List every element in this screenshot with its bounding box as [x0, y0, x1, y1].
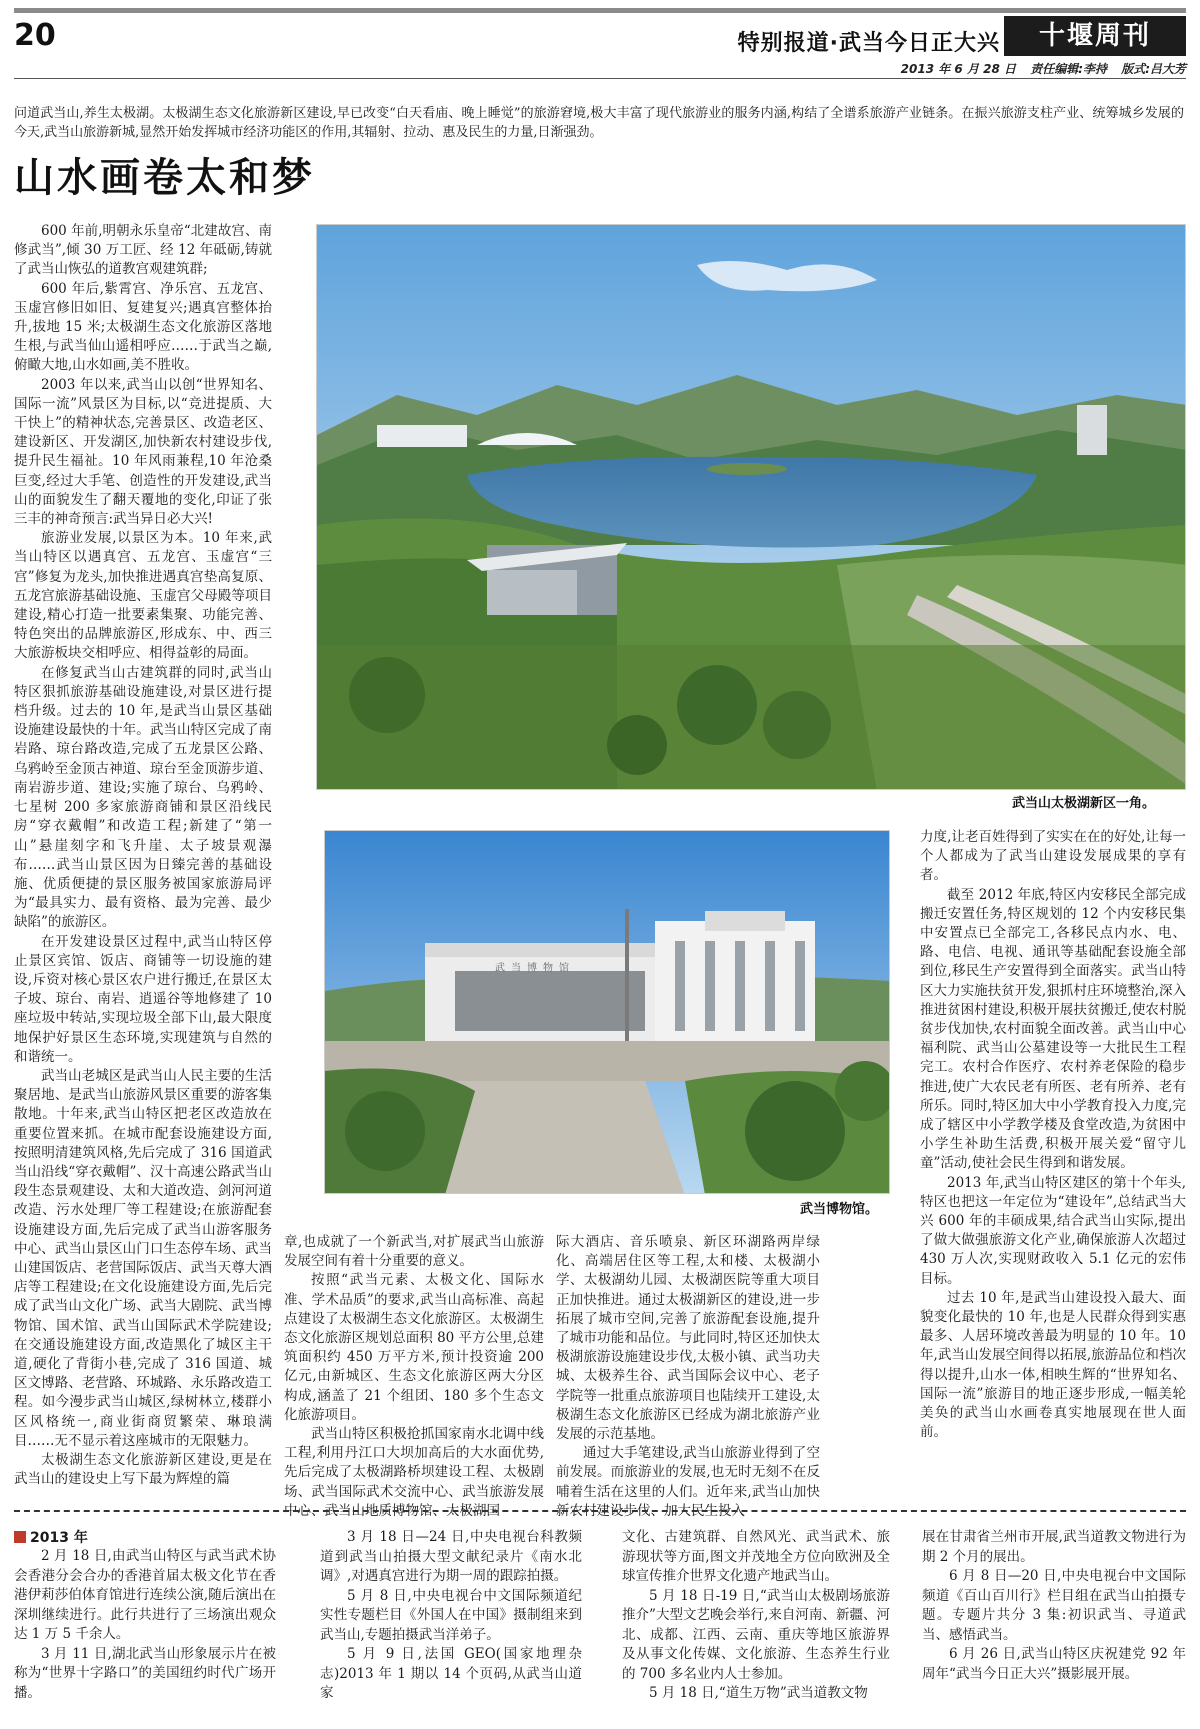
issue-date: 2013 年 6 月 28 日 — [900, 62, 1016, 76]
paragraph: 6 月 26 日,武当山特区庆祝建党 92 年周年“武当今日正大兴”摄影展开展。 — [922, 1646, 1186, 1682]
year-marker-square — [14, 1531, 26, 1543]
masthead: 十堰周刊 — [1004, 16, 1186, 56]
lake-photo-illustration — [317, 225, 1186, 790]
article-column-3 — [556, 1233, 820, 1519]
museum-sign: 武当博物馆 — [495, 963, 575, 974]
paragraph: 5 月 9 日,法国 GEO(国家地理杂志)2013 年 1 期以 14 个页码,从武当山道家 — [320, 1646, 582, 1701]
lake-photo — [316, 224, 1186, 790]
museum-photo-caption: 武当博物馆。 — [800, 1202, 879, 1217]
chronicle-column-2 — [320, 1528, 582, 1723]
museum-photo-illustration — [325, 831, 890, 1194]
paragraph: 6 月 8 日—20 日,中央电视台中文国际频道《百山百川行》栏目组在武当山拍摄专题。专题片共分 3 集:初识武当、寻道武当、感悟武当。 — [922, 1568, 1186, 1643]
layout-credit: 版式:吕大芳 — [1121, 62, 1186, 76]
headline: 山水画卷太和梦 — [14, 154, 315, 201]
paragraph: 旅游业发展,以景区为本。10 年来,武当山特区以遇真宫、五龙宫、玉虚宫“三宫”修复为龙头,加快推进遇真宫垫高复原、五龙宫旅游基础设施、玉虚宫父母殿等项目建设,精心打造一批要素集聚、功能完善、特色突出的品牌旅游区,形成东、中、西三大旅游板块交相呼应、相得益彰的局面。 — [14, 530, 272, 662]
paragraph: 600 年前,明朝永乐皇帝“北建故宫、南修武当”,倾 30 万工匠、经 12 年砥砺,铸就了武当山恢弘的道教宫观建筑群; — [14, 223, 272, 278]
paragraph: 武当山特区积极抢抓国家南水北调中线工程,利用丹江口大坝加高后的大水面优势,先后完成了太极湖路桥坝建设工程、太极剧场、武当国际武术交流中心、武当旅游发展中心、武当山地质博物馆、太极湖国 — [284, 1426, 544, 1519]
lake-photo-caption: 武当山太极湖新区一角。 — [1012, 796, 1156, 811]
paragraph: 章,也成就了一个新武当,对扩展武当山旅游发展空间有着十分重要的意义。 — [284, 1234, 544, 1270]
chronicle-column-1 — [14, 1547, 276, 1723]
paragraph: 太极湖生态文化旅游新区建设,更是在武当山的建设史上写下最为辉煌的篇 — [14, 1452, 272, 1488]
lead-paragraph: 问道武当山,养生太极湖。太极湖生态文化旅游新区建设,早已改变“白天看庙、晚上睡觉”的旅游窘境,极大丰富了现代旅游业的服务内涵,构结了全谱系旅游产业链条。在振兴旅游支柱产业、统筹城乡发展的今天,武当山旅游新城,显然开始发挥城市经济功能区的作用,其辐射、拉动、惠及民生的力量,日渐强劲。 — [14, 106, 1184, 140]
paragraph: 5 月 8 日,中央电视台中文国际频道纪实性专题栏目《外国人在中国》摄制组来到武当山,专题拍摄武当洋弟子。 — [320, 1587, 582, 1643]
chronicle-year: 2013 年 — [30, 1530, 88, 1546]
paragraph: 文化、古建筑群、自然风光、武当武术、旅游现状等方面,图文并茂地全方位向欧洲及全球宣传推介世界文化遗产地武当山。 — [622, 1529, 890, 1584]
chronicle-column-3 — [622, 1528, 890, 1723]
paragraph: 在修复武当山古建筑群的同时,武当山特区狠抓旅游基础设施建设,对景区进行提档升级。过去的 10 年,是武当山景区基础设施建设最快的十年。武当山特区完成了南岩路、琼台路改造,完成了五龙景区公路、乌鸦岭至金顶古神道、琼台至金顶游步道、南岩游步道、建设;实施了琼台、乌鸦岭、七星树 200 多家旅游商铺和景区沿线民房“穿衣戴帽”和改造工程;新建了“第一山”悬崖刻字和飞升崖、太子坡景观瀑布……武当山景区因为日臻完善的基础设施、优质便捷的景区服务被国家旅游局评为“最具实力、最有资格、最为完善、最少缺陷”的旅游区。 — [14, 664, 272, 931]
paragraph: 按照“武当元素、太极文化、国际水准、学术品质”的要求,武当山高标准、高起点建设了太极湖生态文化旅游区。太极湖生态文化旅游区规划总面积 80 平方公里,总建筑面积约 450 万平方米,预计投资逾 200 亿元,由新城区、生态文化旅游区两大分区构成,涵盖了 21 个组团、180 多个生态文化旅游项目。 — [284, 1272, 544, 1423]
header-rule — [14, 78, 1186, 79]
paragraph: 截至 2012 年底,特区内安移民全部完成搬迁安置任务,特区规划的 12 个内安移民集中安置点已全部完工,各移民点内水、电、路、电信、电视、通讯等基础配套设施全部到位,移民生产安置得到全面落实。武当山特区大力实施扶贫开发,狠抓村庄环境整治,深入推进贫困村建设,积极开展扶贫搬迁,使农村脱贫步伐加快,农村面貌全面改善。武当山中心福利院、武当山公墓建设等一大批民生工程完工。农村合作医疗、农村养老保险的稳步推进,使广大农民老有所医、老有所养、老有所乐。同时,特区加大中小学教育投入力度,完成了辖区中小学教学楼及食堂改造,为贫困中小学生补助生活费,积极开展关爱“留守儿童”活动,使社会民生得到和谐发展。 — [920, 886, 1186, 1172]
chronicle-column-4 — [922, 1528, 1186, 1723]
paragraph: 3 月 18 日—24 日,中央电视台科教频道到武当山拍摄大型文献纪录片《南水北调》,对遇真宫进行为期一周的跟踪拍摄。 — [320, 1529, 582, 1584]
paragraph: 力度,让老百姓得到了实实在在的好处,让每一个人都成为了武当山建设发展成果的享有者。 — [920, 829, 1186, 884]
chronicle-divider — [14, 1510, 1186, 1512]
top-rule — [14, 8, 1186, 13]
editor-credit: 责任编辑:李持 — [1030, 62, 1107, 76]
paragraph: 际大酒店、音乐喷泉、新区环湖路两岸绿化、高端居住区等工程,太和楼、太极湖小学、太极湖幼儿园、太极湖医院等重大项目正加快推进。通过太极湖新区的建设,进一步拓展了城市空间,完善了旅游配套设施,提升了城市功能和品位。与此同时,特区还加快太极湖旅游设施建设步伐,太极小镇、武当功夫城、太极养生谷、武当国际会议中心、老子学院等一批重点旅游项目也陆续开工建设,太极湖生态文化旅游区已经成为湖北旅游产业发展的示范基地。 — [556, 1234, 820, 1443]
paragraph: 2 月 18 日,由武当山特区与武当武术协会香港分会合办的香港首届太极文化节在香港伊莉莎伯体育馆进行连续公演,随后演出在深圳继续进行。此行共进行了三场演出观众达 1 万 5 千余人。 — [14, 1548, 276, 1642]
paragraph: 通过大手笔建设,武当山旅游业得到了空前发展。而旅游业的发展,也无时无刻不在反哺着生活在这里的人们。近年来,武当山加快新农村建设步伐、加大民生投入 — [556, 1445, 820, 1519]
paragraph: 3 月 11 日,湖北武当山形象展示片在被称为“世界十字路口”的美国纽约时代广场开播。 — [14, 1645, 276, 1701]
article-column-4 — [920, 828, 1186, 1494]
paragraph: 过去 10 年,是武当山建设投入最大、面貌变化最快的 10 年,也是人民群众得到实惠最多、人居环境改善最为明显的 10 年。10 年,武当山发展空间得以拓展,旅游品位和档次得以提升,山水一体,相映生辉的“世界知名、国际一流”旅游目的地正逐步形成,一幅美轮美奂的武当山水画卷真实地展现在世人面前。 — [920, 1289, 1186, 1441]
article-column-2 — [284, 1233, 544, 1519]
paragraph: 在开发建设景区过程中,武当山特区停止景区宾馆、饭店、商铺等一切设施的建设,斥资对核心景区农户进行搬迁,在景区太子坡、琼台、南岩、逍遥谷等地修建了 10 座垃圾中转站,实现垃圾全部下山,最大限度地保护好景区生态环境,实现建筑与自然的和谐统一。 — [14, 933, 272, 1065]
page-number: 20 — [14, 18, 56, 53]
paragraph: 600 年后,紫霄宫、净乐宫、五龙宫、玉虚宫修旧如旧、复建复兴;遇真宫整体抬升,拔地 15 米;太极湖生态文化旅游区落地生根,与武当仙山遥相呼应……于武当之巅,俯瞰大地,山水如画,美不胜收。 — [14, 280, 272, 374]
paragraph: 2003 年以来,武当山以创“世界知名、国际一流”风景区为目标,以“竞进提质、大干快上”的精神状态,完善景区、改造老区、建设新区、开发湖区,加快新农村建设步伐,提升民生福祉。10 年风雨兼程,10 年沧桑巨变,经过大手笔、创造性的开发建设,武当山的面貌发生了翻天覆地的变化,印证了张三丰的神奇预言:武当异日必大兴! — [14, 376, 272, 528]
section-title: 特别报道·武当今日正大兴 — [737, 31, 1000, 56]
paragraph: 展在甘肃省兰州市开展,武当道教文物进行为期 2 个月的展出。 — [922, 1529, 1186, 1565]
article-column-1 — [14, 222, 272, 1494]
chronicle-year-tag — [14, 1527, 88, 1547]
dateline — [891, 60, 1186, 77]
paragraph: 5 月 18 日-19 日,“武当山太极剧场旅游推介”大型文艺晚会举行,来自河南、新疆、河北、成都、江西、云南、重庆等地区旅游界及从事文化传媒、文化旅游、生态养生行业的 700 多名业内人士参加。 — [622, 1587, 890, 1682]
paragraph: 2013 年,武当山特区建区的第十个年头,特区也把这一年定位为“建设年”,总结武当大兴 600 年的丰硕成果,结合武当山实际,提出了做大做强旅游文化产业,确保旅游人次超过 430 万人次,实现财政收入 5.1 亿元的宏伟目标。 — [920, 1174, 1186, 1287]
paragraph: 武当山老城区是武当山人民主要的生活聚居地、是武当山旅游风景区重要的游客集散地。十年来,武当山特区把老区改造放在重要位置来抓。在城市配套设施建设方面,按照明清建筑风格,先后完成了 316 国道武当山沿线“穿衣戴帽”、汉十高速公路武当山段生态景观建设、太和大道改造、剑河河道改造、污水处理厂等工程建设;在旅游配套设施建设方面,先后完成了武当山游客服务中心、武当山景区山门口生态停车场、武当山建国饭店、老营国际饭店、武当天尊大酒店等工程建设;在文化设施建设方面,先后完成了武当山文化广场、武当大剧院、武当博物馆、国术馆、武当山国际武术学院建设;在交通设施建设方面,改造黑化了城区主干道,硬化了背街小巷,完成了 316 国道、城区文博路、老营路、环城路、永乐路改造工程。如今漫步武当山城区,绿树林立,楼群小区风格统一,商业街商贸繁荣、琳琅满目……无不显示着这座城市的无限魅力。 — [14, 1067, 272, 1449]
paragraph: 5 月 18 日,“道生万物”武当道教文物 — [649, 1685, 868, 1701]
museum-photo — [324, 830, 890, 1194]
